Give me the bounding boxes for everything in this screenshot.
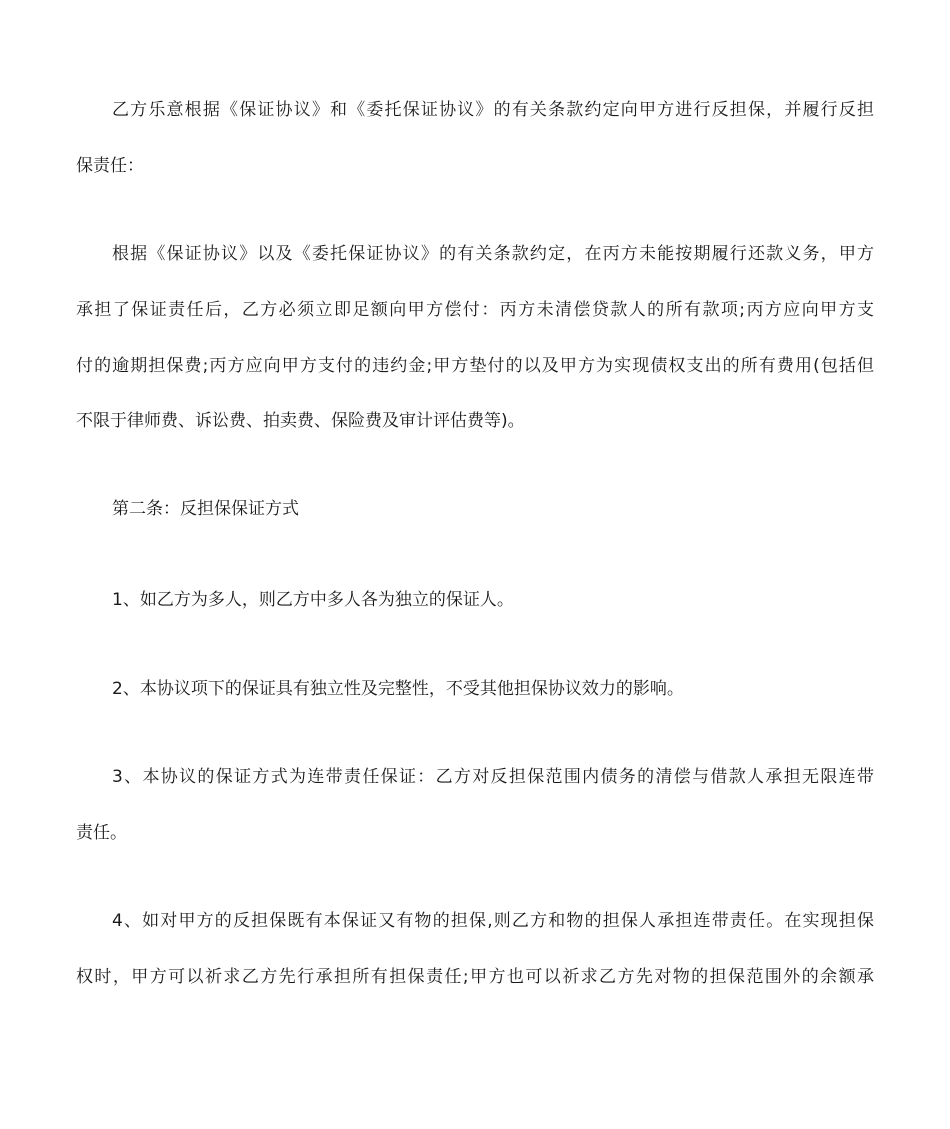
paragraph-2-line-4: 不限于律师费、诉讼费、拍卖费、保险费及审计评估费等)。 (76, 411, 525, 431)
section-heading: 第二条：反担保保证方式 (112, 499, 299, 519)
item-3-line-2: 责任。 (76, 823, 127, 843)
item-4-line-1: 4、如对甲方的反担保既有本保证又有物的担保,则乙方和物的担保人承担连带责任。在实现担保 (112, 911, 874, 931)
paragraph-2-line-2: 承担了保证责任后，乙方必须立即足额向甲方偿付：丙方未清偿贷款人的所有款项;丙方应向甲方支 (76, 300, 874, 320)
paragraph-2-line-1: 根据《保证协议》以及《委托保证协议》的有关条款约定，在丙方未能按期履行还款义务，甲方 (112, 244, 874, 264)
item-3-line-1: 3、本协议的保证方式为连带责任保证：乙方对反担保范围内债务的清偿与借款人承担无限连带 (112, 767, 874, 787)
item-2-line-1: 2、本协议项下的保证具有独立性及完整性，不受其他担保协议效力的影响。 (112, 679, 684, 699)
paragraph-2-line-3: 付的逾期担保费;丙方应向甲方支付的违约金;甲方垫付的以及甲方为实现债权支出的所有费用(包括但 (76, 356, 874, 376)
item-1-line-1: 1、如乙方为多人，则乙方中多人各为独立的保证人。 (112, 590, 514, 610)
paragraph-1-line-1: 乙方乐意根据《保证协议》和《委托保证协议》的有关条款约定向甲方进行反担保，并履行反担 (112, 100, 874, 120)
paragraph-1-line-2: 保责任： (76, 156, 144, 176)
item-4-line-2: 权时，甲方可以祈求乙方先行承担所有担保责任;甲方也可以祈求乙方先对物的担保范围外的余额承 (76, 967, 874, 987)
